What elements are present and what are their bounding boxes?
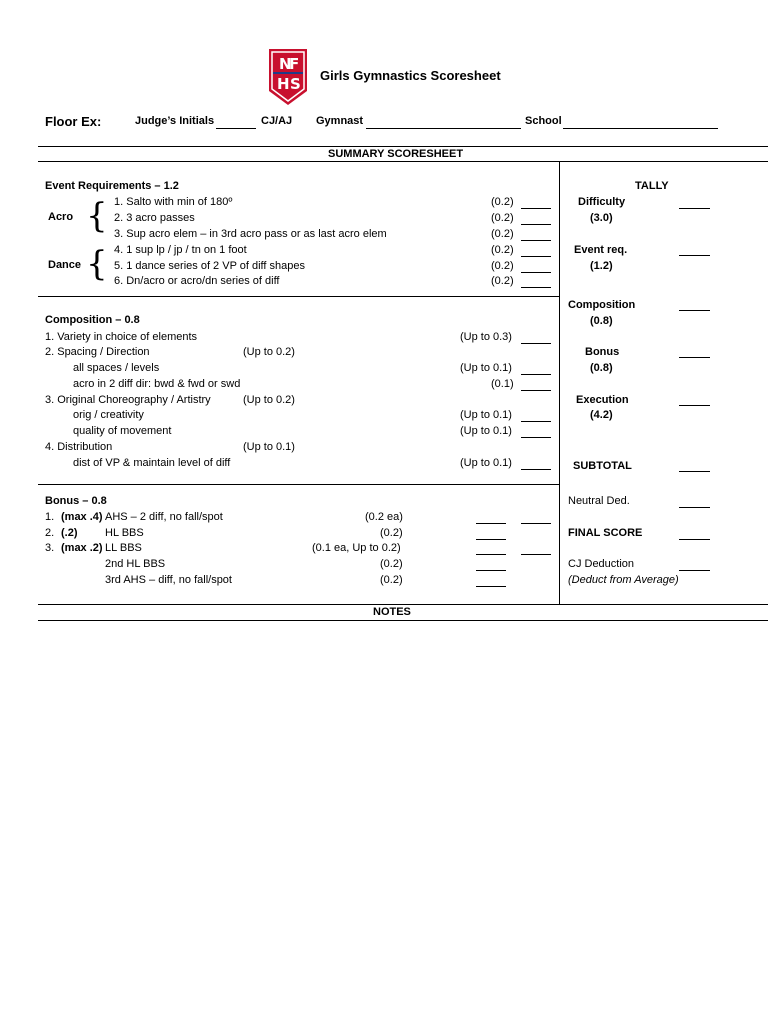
svg-text:N: N bbox=[279, 55, 292, 73]
composition-item: acro in 2 diff dir: bwd & fwd or swd bbox=[73, 378, 241, 390]
tally-subtotal-label: SUBTOTAL bbox=[573, 460, 632, 472]
requirement-value: (0.2) bbox=[491, 275, 514, 287]
tally-final-label: FINAL SCORE bbox=[568, 527, 643, 539]
tally-difficulty-label: Difficulty bbox=[578, 196, 626, 208]
score-blank[interactable] bbox=[521, 374, 551, 375]
tally-event-req-max: (1.2) bbox=[590, 260, 613, 272]
brace-icon: { bbox=[86, 196, 108, 236]
tally-composition-field[interactable] bbox=[679, 310, 710, 311]
tally-final-field[interactable] bbox=[679, 539, 710, 540]
dance-label: Dance bbox=[48, 259, 82, 271]
composition-item: all spaces / levels bbox=[73, 362, 160, 374]
gymnast-label: Gymnast bbox=[316, 115, 364, 127]
divider bbox=[38, 620, 768, 621]
composition-item: quality of movement bbox=[73, 425, 172, 437]
composition-value: (0.1) bbox=[491, 378, 514, 390]
score-blank[interactable] bbox=[521, 240, 551, 241]
notes-title: NOTES bbox=[373, 606, 411, 618]
school-field[interactable] bbox=[563, 128, 718, 129]
tally-composition-max: (0.8) bbox=[590, 315, 613, 327]
event-label: Floor Ex: bbox=[45, 114, 102, 129]
divider bbox=[38, 146, 768, 147]
composition-item: 2. Spacing / Direction bbox=[45, 346, 150, 358]
bonus-item: HL BBS bbox=[105, 527, 144, 539]
score-blank[interactable] bbox=[521, 256, 551, 257]
score-blank[interactable] bbox=[521, 421, 551, 422]
score-blank[interactable] bbox=[476, 586, 506, 587]
bonus-title: Bonus – 0.8 bbox=[45, 495, 107, 507]
requirement-value: (0.2) bbox=[491, 260, 514, 272]
composition-item: 3. Original Choreography / Artistry bbox=[45, 394, 211, 406]
tally-composition-label: Composition bbox=[568, 299, 636, 311]
bonus-value: (0.2) bbox=[380, 574, 403, 586]
brace-icon: { bbox=[86, 244, 108, 284]
summary-title: SUMMARY SCORESHEET bbox=[328, 148, 464, 160]
score-blank[interactable] bbox=[521, 272, 551, 273]
tally-event-req-field[interactable] bbox=[679, 255, 710, 256]
tally-neutral-field[interactable] bbox=[679, 507, 710, 508]
requirement-value: (0.2) bbox=[491, 212, 514, 224]
bonus-item-num: 1. bbox=[45, 511, 55, 523]
gymnast-field[interactable] bbox=[366, 128, 521, 129]
divider bbox=[38, 161, 768, 162]
score-blank[interactable] bbox=[521, 437, 551, 438]
composition-item: 4. Distribution bbox=[45, 441, 113, 453]
page-title: Girls Gymnastics Scoresheet bbox=[320, 68, 501, 83]
tally-bonus-field[interactable] bbox=[679, 357, 710, 358]
score-blank[interactable] bbox=[476, 554, 506, 555]
tally-bonus-max: (0.8) bbox=[590, 362, 613, 374]
score-blank[interactable] bbox=[476, 539, 506, 540]
score-blank[interactable] bbox=[521, 208, 551, 209]
tally-execution-max: (4.2) bbox=[590, 409, 613, 421]
svg-text:F: F bbox=[289, 55, 300, 73]
tally-cj-label: CJ Deduction bbox=[568, 558, 635, 570]
event-requirements-title: Event Requirements – 1.2 bbox=[45, 180, 179, 192]
score-blank[interactable] bbox=[521, 287, 551, 288]
tally-cj-note: (Deduct from Average) bbox=[568, 574, 679, 586]
bonus-item-num: 3. bbox=[45, 542, 55, 554]
judge-initials-label: Judge’s Initials bbox=[135, 115, 215, 127]
bonus-item-max: (max .2) bbox=[61, 542, 103, 554]
score-blank[interactable] bbox=[521, 469, 551, 470]
tally-execution-field[interactable] bbox=[679, 405, 710, 406]
composition-item: dist of VP & maintain level of diff bbox=[73, 457, 231, 469]
composition-value: (Up to 0.1) bbox=[460, 457, 512, 469]
bonus-item: 3rd AHS – diff, no fall/spot bbox=[105, 574, 232, 586]
requirement-item: 6. Dn/acro or acro/dn series of diff bbox=[114, 275, 280, 287]
tally-neutral-label: Neutral Ded. bbox=[568, 495, 630, 507]
tally-bonus-label: Bonus bbox=[585, 346, 620, 358]
score-blank[interactable] bbox=[521, 390, 551, 391]
school-label: School bbox=[525, 115, 562, 127]
bonus-item: LL BBS bbox=[105, 542, 142, 554]
requirement-value: (0.2) bbox=[491, 196, 514, 208]
composition-subtotal: (Up to 0.2) bbox=[243, 394, 295, 406]
tally-difficulty-field[interactable] bbox=[679, 208, 710, 209]
requirement-value: (0.2) bbox=[491, 228, 514, 240]
requirement-item: 4. 1 sup lp / jp / tn on 1 foot bbox=[114, 244, 247, 256]
tally-subtotal-field[interactable] bbox=[679, 471, 710, 472]
tally-event-req-label: Event req. bbox=[574, 244, 628, 256]
judge-initials-field[interactable] bbox=[216, 128, 256, 129]
composition-subtotal: (Up to 0.1) bbox=[243, 441, 295, 453]
bonus-item-max: (.2) bbox=[61, 527, 78, 539]
divider bbox=[38, 296, 559, 297]
requirement-item: 2. 3 acro passes bbox=[114, 212, 195, 224]
composition-item: orig / creativity bbox=[73, 409, 144, 421]
score-blank[interactable] bbox=[521, 224, 551, 225]
bonus-value: (0.1 ea, Up to 0.2) bbox=[312, 542, 401, 554]
composition-value: (Up to 0.1) bbox=[460, 425, 512, 437]
bonus-item: AHS – 2 diff, no fall/spot bbox=[105, 511, 223, 523]
composition-value: (Up to 0.3) bbox=[460, 331, 512, 343]
score-blank[interactable] bbox=[521, 554, 551, 555]
score-blank[interactable] bbox=[521, 523, 551, 524]
divider bbox=[38, 604, 768, 605]
requirement-value: (0.2) bbox=[491, 244, 514, 256]
tally-execution-label: Execution bbox=[576, 394, 629, 406]
column-divider bbox=[559, 161, 560, 604]
composition-subtotal: (Up to 0.2) bbox=[243, 346, 295, 358]
composition-value: (Up to 0.1) bbox=[460, 409, 512, 421]
svg-text:S: S bbox=[290, 75, 301, 93]
bonus-value: (0.2) bbox=[380, 558, 403, 570]
tally-cj-field[interactable] bbox=[679, 570, 710, 571]
bonus-item: 2nd HL BBS bbox=[105, 558, 166, 570]
nfhs-logo bbox=[267, 47, 309, 107]
bonus-value: (0.2) bbox=[380, 527, 403, 539]
requirement-item: 3. Sup acro elem – in 3rd acro pass or as last acro elem bbox=[114, 228, 387, 240]
score-blank[interactable] bbox=[476, 570, 506, 571]
composition-value: (Up to 0.1) bbox=[460, 362, 512, 374]
cj-aj-label: CJ/AJ bbox=[261, 115, 293, 127]
score-blank[interactable] bbox=[521, 343, 551, 344]
tally-title: TALLY bbox=[635, 180, 669, 192]
score-blank[interactable] bbox=[476, 523, 506, 524]
bonus-item-num: 2. bbox=[45, 527, 55, 539]
composition-item: 1. Variety in choice of elements bbox=[45, 331, 198, 343]
requirement-item: 5. 1 dance series of 2 VP of diff shapes bbox=[114, 260, 305, 272]
composition-title: Composition – 0.8 bbox=[45, 314, 140, 326]
bonus-item-max: (max .4) bbox=[61, 511, 103, 523]
acro-label: Acro bbox=[48, 211, 74, 223]
requirement-item: 1. Salto with min of 180º bbox=[114, 196, 233, 208]
tally-difficulty-max: (3.0) bbox=[590, 212, 613, 224]
divider bbox=[38, 484, 559, 485]
svg-text:H: H bbox=[277, 75, 290, 93]
bonus-value: (0.2 ea) bbox=[365, 511, 403, 523]
